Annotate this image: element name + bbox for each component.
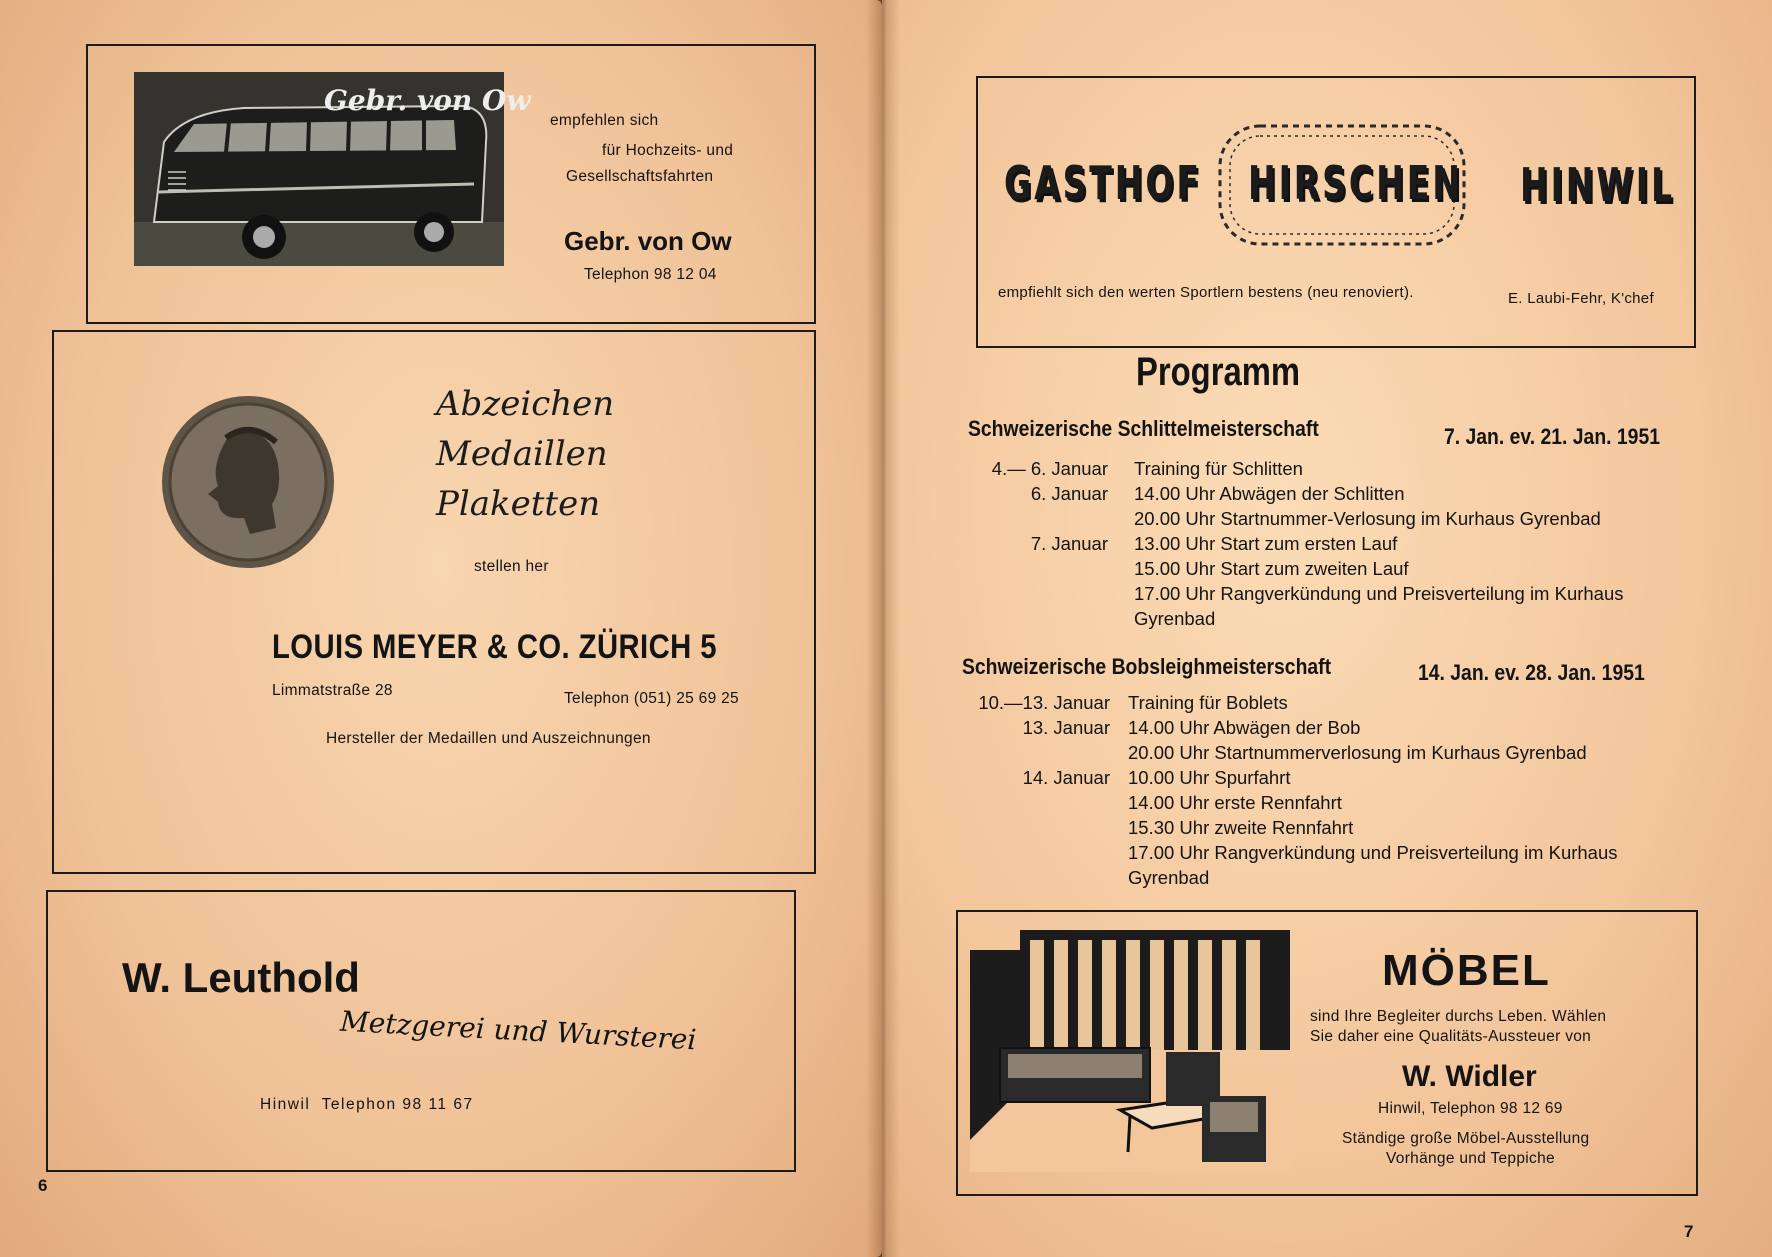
bus-ad-line-3: Gesellschaftsfahrten: [566, 168, 714, 185]
schedule-event: Gyrenbad: [1128, 867, 1210, 888]
schedule-event: 17.00 Uhr Rangverkündung und Preisverteilung im Kurhaus: [1134, 583, 1624, 604]
schedule-event: 15.30 Uhr zweite Rennfahrt: [1128, 817, 1354, 838]
moebel-title: MÖBEL: [1382, 946, 1551, 995]
hirschen-word: HIRSCHEN: [1248, 156, 1463, 210]
meyer-company-name: LOUIS MEYER & CO. ZÜRICH 5: [272, 628, 717, 666]
bus-ad-line-2: für Hochzeits- und: [602, 142, 734, 159]
ad-moebel-widler: [956, 910, 1698, 1196]
left-page: [0, 0, 882, 1257]
meyer-footer: Hersteller der Medaillen und Auszeichnungen: [326, 730, 651, 747]
schedule-day: 6. Januar: [1030, 483, 1108, 504]
schedule-day: 7. Januar: [1030, 533, 1108, 554]
section-1-title: Schweizerische Schlittelmeisterschaft: [968, 416, 1319, 441]
ad-louis-meyer: [52, 330, 816, 874]
ad-gebr-von-ow: [86, 44, 816, 324]
moebel-footer-2: Vorhänge und Teppiche: [1386, 1150, 1555, 1167]
script-abzeichen: Abzeichen: [436, 384, 615, 424]
schedule-day: 4.— 6. Januar: [991, 458, 1108, 479]
schedule-day: 14. Januar: [1022, 767, 1110, 788]
leuthold-phone: Hinwil Telephon 98 11 67: [260, 1096, 474, 1113]
section-1-days: [968, 456, 1108, 556]
schedule-event: 17.00 Uhr Rangverkündung und Preisverteilung im Kurhaus: [1128, 842, 1618, 863]
hirschen-owner: E. Laubi-Fehr, K'chef: [1508, 290, 1654, 307]
section-1-dates: 7. Jan. ev. 21. Jan. 1951: [1444, 424, 1660, 449]
script-medaillen: Medaillen: [436, 434, 608, 474]
section-2-dates: 14. Jan. ev. 28. Jan. 1951: [1418, 660, 1645, 685]
ad-w-leuthold: [46, 890, 796, 1172]
hinwil-word: HINWIL: [1520, 158, 1676, 212]
gasthof-word: GASTHOF: [1004, 156, 1202, 210]
section-2-days: [956, 690, 1110, 790]
section-1-events: [1134, 456, 1624, 631]
hirschen-tagline: empfiehlt sich den werten Sportlern bestens (neu renoviert).: [998, 284, 1414, 301]
leuthold-trade: Metzgerei und Wursterei: [339, 1004, 698, 1057]
leuthold-name: W. Leuthold: [122, 954, 360, 1001]
ad-gasthof-hirschen: [976, 76, 1696, 348]
meyer-address: Limmatstraße 28: [272, 682, 393, 699]
page-number-left: 6: [38, 1176, 48, 1195]
meyer-phone: Telephon (051) 25 69 25: [564, 690, 739, 707]
moebel-company: W. Widler: [1402, 1060, 1537, 1093]
script-plaketten: Plaketten: [436, 484, 601, 524]
bus-ad-line-1: empfehlen sich: [550, 112, 659, 129]
schedule-day: 10.—13. Januar: [978, 692, 1110, 713]
bus-phone: Telephon 98 12 04: [584, 266, 717, 283]
bus-company-name: Gebr. von Ow: [564, 226, 732, 256]
moebel-line-2: Sie daher eine Qualitäts-Aussteuer von: [1310, 1028, 1592, 1045]
page-number-right: 7: [1684, 1222, 1694, 1241]
moebel-footer-1: Ständige große Möbel-Ausstellung: [1342, 1130, 1590, 1147]
schedule-day: [956, 740, 1110, 765]
section-2-events: [1128, 690, 1618, 890]
schedule-event: 14.00 Uhr Abwägen der Schlitten: [1134, 483, 1405, 504]
furniture-illustration: [970, 930, 1298, 1177]
meyer-makes: stellen her: [474, 558, 549, 575]
bus-photo: [134, 72, 531, 266]
book-spine: [866, 0, 900, 1257]
schedule-event: 15.00 Uhr Start zum zweiten Lauf: [1134, 558, 1409, 579]
program-title: Programm: [1136, 350, 1301, 394]
bus-photo-caption: Gebr. von Ow: [324, 84, 531, 117]
section-2-title: Schweizerische Bobsleighmeisterschaft: [962, 654, 1332, 679]
schedule-event: 20.00 Uhr Startnummerverlosung im Kurhaus Gyrenbad: [1128, 742, 1587, 763]
schedule-event: Gyrenbad: [1134, 608, 1216, 629]
schedule-event: 14.00 Uhr Abwägen der Bob: [1128, 717, 1361, 738]
schedule-day: 13. Januar: [1022, 717, 1110, 738]
schedule-event: Training für Schlitten: [1134, 458, 1303, 479]
schedule-day: [968, 506, 1108, 531]
schedule-event: 10.00 Uhr Spurfahrt: [1128, 767, 1291, 788]
medal-image: [160, 394, 336, 575]
moebel-phone: Hinwil, Telephon 98 12 69: [1378, 1100, 1563, 1117]
schedule-event: 14.00 Uhr erste Rennfahrt: [1128, 792, 1342, 813]
schedule-event: Training für Boblets: [1128, 692, 1288, 713]
moebel-line-1: sind Ihre Begleiter durchs Leben. Wählen: [1310, 1008, 1607, 1025]
schedule-event: 20.00 Uhr Startnummer-Verlosung im Kurhaus Gyrenbad: [1134, 508, 1601, 529]
schedule-event: 13.00 Uhr Start zum ersten Lauf: [1134, 533, 1398, 554]
